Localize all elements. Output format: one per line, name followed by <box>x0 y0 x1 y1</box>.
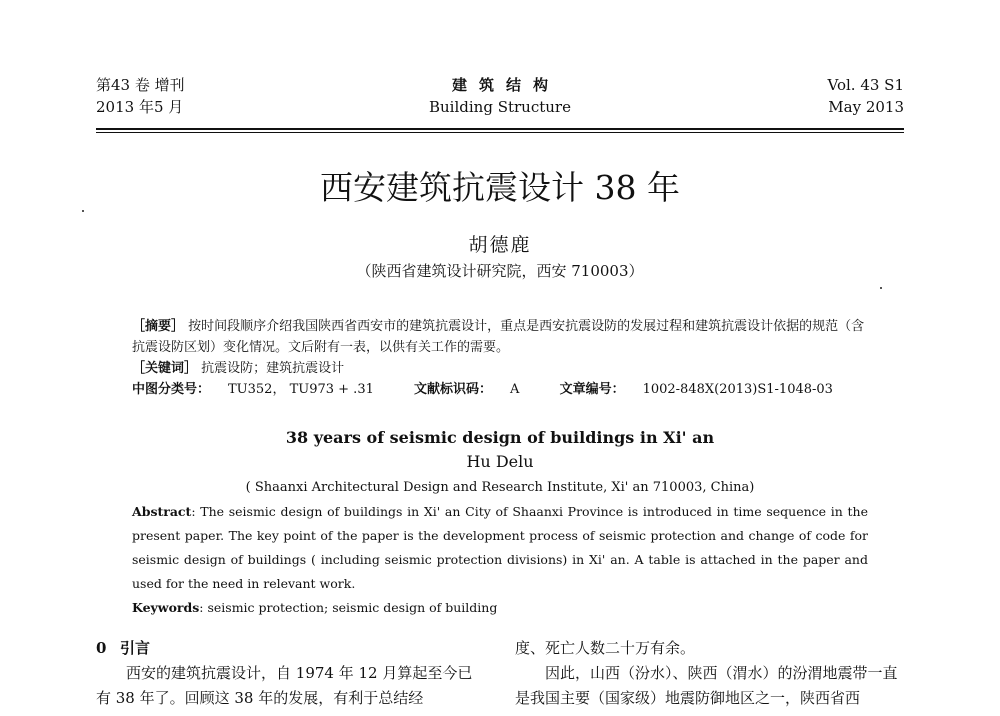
header-rule-thin <box>96 132 904 133</box>
body-paragraph: 因此，山西（汾水）、陕西（渭水）的汾渭地震带一直是我国主要（国家级）地震防御地区之一，陕西省西 <box>515 664 898 707</box>
section-title: 引言 <box>120 639 151 657</box>
header-rule-thick <box>96 128 904 130</box>
section-heading <box>96 636 486 661</box>
journal-name-en: Building Structure <box>429 98 571 116</box>
english-abstract <box>132 500 868 596</box>
doc-code-label: 文献标识码： <box>414 382 493 397</box>
english-author: Hu Delu <box>466 452 534 471</box>
article-id-label: 文章编号： <box>559 382 625 397</box>
body-column-right <box>515 636 905 711</box>
body-paragraph-continued: 度、死亡人数二十万有余。 <box>515 639 696 657</box>
doc-code-value: A <box>510 382 520 397</box>
en-keywords-text: : seismic protection; seismic design of building <box>199 600 498 615</box>
zh-abstract <box>132 316 872 358</box>
issue-date-zh: 2013 年5 月 <box>96 98 184 116</box>
journal-name-zh: 建筑结构 <box>451 76 560 94</box>
chinese-abstract-block <box>132 316 872 400</box>
scan-speck <box>82 210 84 212</box>
paper-title: 西安建筑抗震设计 38 年 <box>320 168 680 207</box>
author-name: 胡德鹿 <box>468 234 532 256</box>
section-number: 0 <box>96 639 107 657</box>
header-center <box>96 74 904 118</box>
zh-keywords-text: 抗震设防；建筑抗震设计 <box>197 361 345 376</box>
author-affiliation: （陕西省建筑设计研究院，西安 710003） <box>356 262 644 280</box>
en-keywords-label: Keywords <box>132 600 200 615</box>
volume-issue: 第43 卷 增刊 <box>96 76 185 94</box>
classification-line <box>132 379 872 400</box>
article-id-value: 1002-848X(2013)S1-1048-03 <box>642 382 833 397</box>
header-right <box>828 74 905 118</box>
zh-abstract-label: ［摘要］ <box>132 319 185 334</box>
english-title: 38 years of seismic design of buildings in Xi' an <box>285 428 715 447</box>
en-abstract-label: Abstract <box>132 504 192 519</box>
zh-abstract-text: 按时间段顺序介绍我国陕西省西安市的建筑抗震设计，重点是西安抗震设防的发展过程和建筑抗震设计依据的规范（含抗震设防区划）变化情况。文后附有一表，以供有关工作的需要。 <box>132 319 865 355</box>
journal-header <box>96 74 904 128</box>
clc-label: 中图分类号： <box>132 382 211 397</box>
body-paragraph: 西安的建筑抗震设计，自 1974 年 12 月算起至今已有 38 年了。回顾这 38 年的发展，有利于总结经 <box>96 664 473 707</box>
zh-keywords-label: ［关键词］ <box>132 361 198 376</box>
body-column-left <box>96 636 486 711</box>
en-abstract-text: : The seismic design of buildings in Xi' an City of Shaanxi Province is introduced in time sequence in the present paper. The key point of the paper is the development process of seismic protection and change of code for seismic design of buildings ( including seismic protection divisions) in Xi' an. A table is attached in the paper and used for the need in relevant work. <box>132 504 868 591</box>
clc-value: TU352， TU973 + .31 <box>228 382 374 397</box>
english-affiliation: ( Shaanxi Architectural Design and Research Institute, Xi' an 710003, China) <box>245 480 755 495</box>
scan-speck <box>880 287 882 289</box>
english-abstract-block <box>132 500 868 620</box>
issue-date-en: May 2013 <box>828 98 904 116</box>
volume-en: Vol. 43 S1 <box>827 76 904 94</box>
zh-keywords <box>132 358 872 379</box>
english-keywords <box>132 596 868 620</box>
